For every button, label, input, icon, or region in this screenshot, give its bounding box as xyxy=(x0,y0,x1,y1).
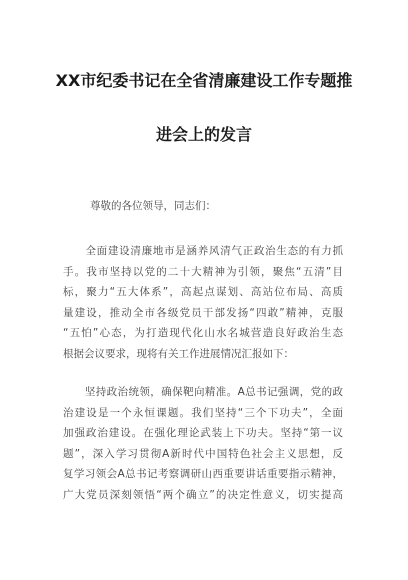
paragraph-line: 根据会议要求，现将有关工作进展情况汇报如下： xyxy=(63,347,294,360)
paragraph-line: 加强政治建设。在强化理论武装上下功夫。坚持“第一议 xyxy=(63,427,343,439)
document-title-line-1: XX市纪委书记在全省清廉建设工作专题推 xyxy=(55,71,353,90)
paragraph-1 xyxy=(63,241,343,364)
paragraph-line: 全面建设清廉地市是涵养风清气正政治生态的有力抓 xyxy=(63,245,343,257)
paragraph-line: 手。我市坚持以党的二十大精神为引领，聚焦“五清”目 xyxy=(63,265,343,278)
document-title-line-2: 进会上的发言 xyxy=(155,125,252,144)
paragraph-line: 坚持政治统领，确保靶向精准。A总书记强调，党的政 xyxy=(63,386,343,398)
paragraph-line: 量建设，推动全市各级党员干部发扬“四敢”精神，克服 xyxy=(63,306,343,319)
paragraph-line: 治建设是一个永恒课题。我们坚持“三个下功夫”，全面 xyxy=(63,406,343,419)
paragraph-2 xyxy=(63,382,343,505)
paragraph-line: “五怕”心态，为打造现代化山水名城营造良好政治生态 xyxy=(63,327,343,339)
paragraph-line: 复学习领会A总书记考察调研山西重要讲话重要指示精神， xyxy=(63,468,343,480)
paragraph-line: 题”，深入学习贯彻A新时代中国特色社会主义思想，反 xyxy=(63,447,343,460)
greeting: 尊敬的各位领导，同志们： xyxy=(90,200,216,212)
paragraph-line: 标，聚力“五大体系”，高起点谋划、高站位布局、高质 xyxy=(63,286,343,298)
paragraph-line: 广大党员深刻领悟“两个确立”的决定性意义，切实提高 xyxy=(63,488,343,501)
